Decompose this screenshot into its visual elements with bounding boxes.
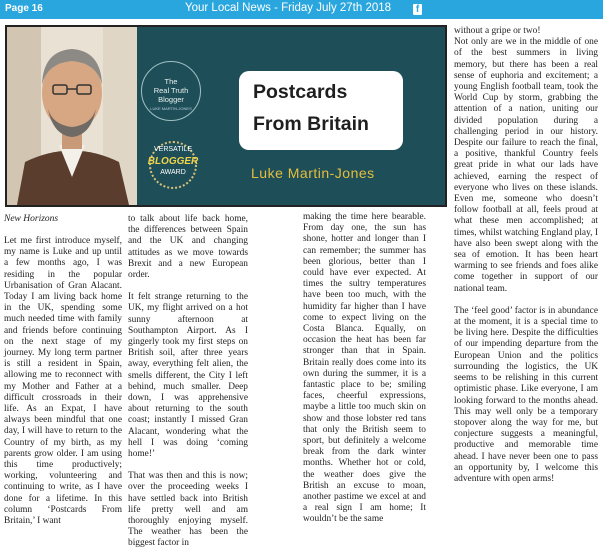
paragraph: The ‘feel good’ factor is in abundance at the moment, it is a special time to be living here. Despite the difficulties of our impending departure from the European Union and the politics surrounding the logistics, the UK seems to be relishing in this current optimistic phase. Like everyone, I am looking forward to the months ahead. This may well only be a temporary stopover along the way for me, but conjecture suggests a meaningful, productive and memorable time ahead. I have never been one to pass an opportunity by, I welcome this adventure with open arms! [454,305,598,484]
page-header [0,0,603,19]
author-photo [7,27,137,205]
paragraph: to talk about life back home, the differences between Spain and the UK and changing attitudes as we move towards Brexit and a new European order. [128,214,248,281]
article-column-3 [303,212,426,526]
column-title-line-1: Postcards [253,81,348,103]
paragraph: making the time here bearable. From day one, the sun has shone, hotter and longer than I can remember; the summer has been glorious, better than I could have ever expected. At times the sultry temperatures have been too much, with the humidity far higher than I have come to expect living on the Costa Blanca. Equally, on occasion the heat has been far stronger than that in Spain. Britain really does come into its own during the summer, it is a fantastic place to be; smiling faces, cheerful expressions, maybe a little too much skin on show and those lobster red tans that only the British seem to sport, but definitely a welcome break from the dark winter months. Whether hot or cold, the weather does give the British an excuse to moan, another pastime we excel at and a real sign I am home; It wouldn’t be the same [303,212,426,525]
author-name: Luke Martin-Jones [251,165,375,181]
paragraph: without a gripe or two! [454,26,541,36]
paragraph: Let me first introduce myself, my name is Luke and up until a few months ago, I was residing in the popular Urbanisation of Gran Alacant. Today I am living back home in the UK, spending some much needed time with family and friends before continuing on the next stage of my journey. My long term partner is still a resident in Spain, allowing me to reconnect with my Mother and Father at a difficult crossroads in their life. As an Expat, I have always been mindful that one day, I will have to return to the Country of my birth, as my parents grow older. I am using this time productively; working, volunteering and continuing to write, as I have done for a lifetime. In this column ‘Postcards From Britain,’ I want [4,236,122,527]
column-title-line-2: From Britain [253,113,369,135]
article-subheading: New Horizons [4,214,59,224]
column-banner [5,25,447,207]
article-column-4 [454,26,598,485]
paragraph: It felt strange returning to the UK, my flight arrived on a hot sunny afternoon at Southampton Airport. As I gingerly took my first steps on British soil, after three years away, everything felt alien, the smells different, the City I left behind, much smaller. Deep down, I was apprehensive about returning to the south coast; instantly I missed Gran Alacant, wondering what the hell I was doing ‘coming home!’ [128,292,248,460]
newspaper-title-date: Your Local News - Friday July 27th 2018 [185,2,392,14]
facebook-icon[interactable]: f [413,4,422,15]
paragraph: Not only are we in the middle of one of the best summers in living memory, but there has been a real sense of euphoria and excitement; a young English football team, took the World Cup by storm, grabbing the attention of a nation, uniting our divided population during a challenging period in our history. Despite our failure to reach the final, a positive, thankful Country feels great pride in what our lads have achieved, earning the respect of everyone who lives on these islands. Even me, someone who doesn’t follow football at all, feels proud at what these men accomplished; at times, whilst watching England play, I have also been swept along with the sea of emotion. It has been heart warming to see friends and foes alike come together in support of our national team. [454,37,598,294]
article-column-2 [128,214,248,550]
article-column-1 [4,236,122,527]
paragraph: That was then and this is now; over the proceeding weeks I have settled back into British life pretty well and am thoroughly enjoying myself. The weather has been the biggest factor in [128,471,248,549]
real-truth-blogger-badge: The Real Truth Blogger LUKE MARTIN-JONES [141,61,201,121]
page-number: Page 16 [5,3,43,14]
versatile-blogger-award-badge: VERSATILE BLOGGER AWARD [147,137,199,197]
column-title-card [239,71,403,150]
